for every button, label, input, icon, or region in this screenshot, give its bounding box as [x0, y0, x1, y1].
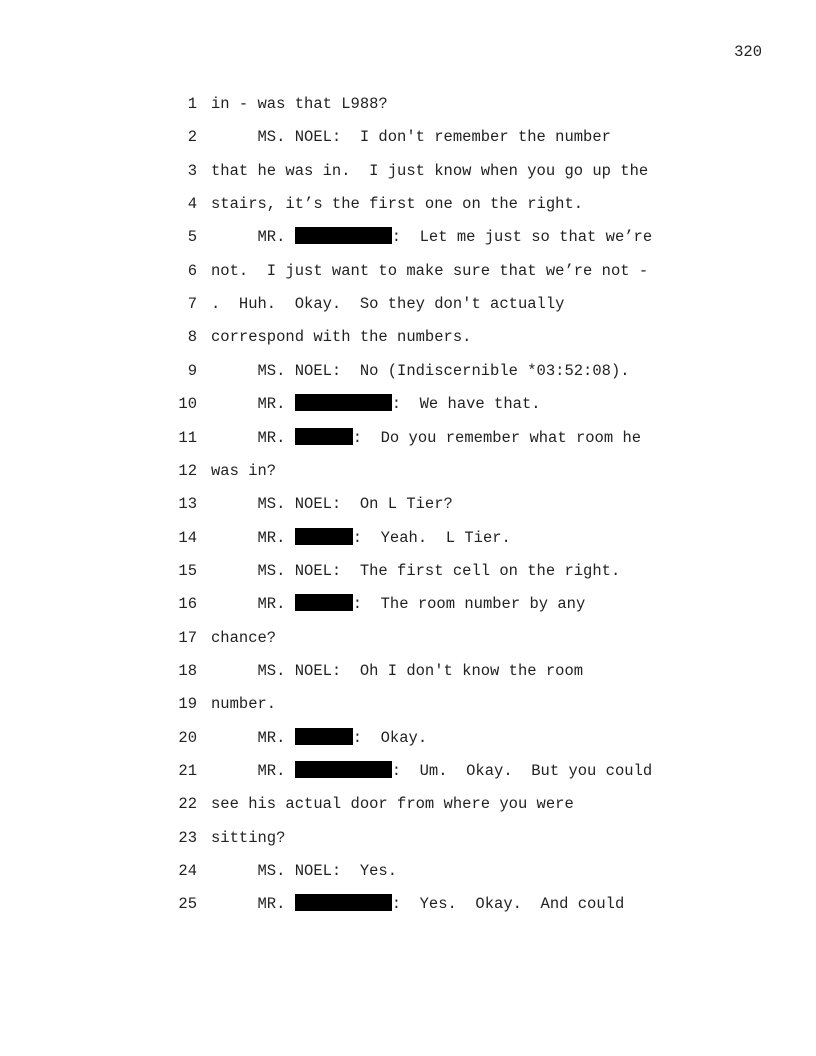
line-number: 23 — [178, 828, 197, 847]
transcript-line — [0, 294, 816, 314]
speaker-prefix: MR. — [211, 895, 295, 914]
line-text: correspond with the numbers. — [211, 328, 472, 347]
line-text: stairs, it’s the first one on the right. — [211, 195, 584, 214]
line-text: MS. NOEL: The first cell on the right. — [211, 561, 621, 580]
line-number: 24 — [178, 862, 197, 881]
transcript-line — [0, 628, 816, 648]
line-text: that he was in. I just know when you go up the — [211, 161, 649, 180]
line-number: 3 — [187, 161, 197, 180]
speaker-text: : Yes. Okay. And could — [391, 895, 625, 914]
line-number: 12 — [178, 461, 197, 480]
speaker-text: : Yeah. L Tier. — [352, 528, 511, 547]
speaker-prefix: MR. — [211, 528, 295, 547]
line-number: 5 — [187, 228, 197, 247]
speaker-line — [211, 528, 511, 548]
line-text: sitting? — [211, 828, 286, 847]
speaker-prefix: MR. — [211, 228, 295, 247]
line-number: 15 — [178, 561, 197, 580]
redaction-box — [295, 894, 392, 911]
transcript-line — [0, 261, 816, 281]
line-text: MS. NOEL: I don't remember the number — [211, 128, 611, 147]
line-text: chance? — [211, 628, 277, 647]
speaker-line — [211, 394, 541, 414]
line-number: 4 — [187, 195, 197, 214]
transcript-line — [0, 694, 816, 714]
line-text: MS. NOEL: On L Tier? — [211, 495, 453, 514]
line-number: 7 — [187, 295, 197, 314]
redaction-box — [295, 428, 353, 445]
speaker-line — [211, 728, 427, 748]
speaker-prefix: MR. — [211, 428, 295, 447]
transcript-line — [0, 428, 816, 448]
redaction-box — [295, 528, 353, 545]
transcript-line — [0, 494, 816, 514]
transcript-line — [0, 594, 816, 614]
line-text: MS. NOEL: Oh I don't know the room — [211, 661, 584, 680]
transcript-line — [0, 861, 816, 881]
redaction-box — [295, 227, 392, 244]
speaker-prefix: MR. — [211, 595, 295, 614]
line-number: 25 — [178, 895, 197, 914]
line-number: 1 — [187, 95, 197, 113]
line-text: MS. NOEL: Yes. — [211, 862, 398, 881]
transcript-line — [0, 327, 816, 347]
line-text: see his actual door from where you were — [211, 795, 574, 814]
page-number: 320 — [734, 43, 762, 61]
speaker-line — [211, 594, 585, 614]
transcript-line — [0, 161, 816, 181]
line-text: MS. NOEL: No (Indiscernible *03:52:08). — [211, 361, 630, 380]
transcript-line — [0, 894, 816, 914]
line-number: 10 — [178, 395, 197, 414]
line-number: 20 — [178, 728, 197, 747]
line-number: 6 — [187, 261, 197, 280]
transcript-line — [0, 361, 816, 381]
line-number: 13 — [178, 495, 197, 514]
speaker-text: : The room number by any — [352, 595, 586, 614]
transcript-line — [0, 461, 816, 481]
transcript-line — [0, 394, 816, 414]
redaction-box — [295, 594, 353, 611]
line-text: . Huh. Okay. So they don't actually — [211, 295, 565, 314]
transcript-line — [0, 794, 816, 814]
transcript-line — [0, 194, 816, 214]
transcript-line — [0, 227, 816, 247]
line-text: was in? — [211, 461, 277, 480]
speaker-line — [211, 227, 652, 247]
line-number: 19 — [178, 695, 197, 714]
speaker-text: : We have that. — [391, 395, 541, 414]
line-number: 9 — [187, 361, 197, 380]
line-number: 14 — [178, 528, 197, 547]
speaker-text: : Do you remember what room he — [352, 428, 642, 447]
line-number: 17 — [178, 628, 197, 647]
speaker-text: : Okay. — [352, 728, 428, 747]
line-number: 11 — [178, 428, 197, 447]
redaction-box — [295, 728, 353, 745]
speaker-text: : Let me just so that we’re — [391, 228, 653, 247]
line-text: in - was that L988? — [211, 95, 388, 113]
transcript-line — [0, 728, 816, 748]
speaker-prefix: MR. — [211, 728, 295, 747]
redaction-box — [295, 394, 392, 411]
line-number: 18 — [178, 661, 197, 680]
transcript-line — [0, 828, 816, 848]
speaker-text: : Um. Okay. But you could — [391, 762, 653, 780]
line-text: not. I just want to make sure that we’re not - — [211, 261, 649, 280]
line-number: 21 — [178, 762, 197, 780]
line-text: number. — [211, 695, 277, 714]
transcript-line — [0, 761, 816, 781]
speaker-line — [211, 428, 641, 448]
speaker-prefix: MR. — [211, 762, 295, 780]
transcript-line — [0, 661, 816, 681]
line-number: 2 — [187, 128, 197, 147]
transcript-line — [0, 94, 816, 114]
line-number: 22 — [178, 795, 197, 814]
line-number: 16 — [178, 595, 197, 614]
redaction-box — [295, 761, 392, 778]
transcript-line — [0, 528, 816, 548]
transcript-line — [0, 561, 816, 581]
speaker-line — [211, 761, 652, 781]
speaker-prefix: MR. — [211, 395, 295, 414]
transcript-line — [0, 127, 816, 147]
line-number: 8 — [187, 328, 197, 347]
speaker-line — [211, 894, 624, 914]
